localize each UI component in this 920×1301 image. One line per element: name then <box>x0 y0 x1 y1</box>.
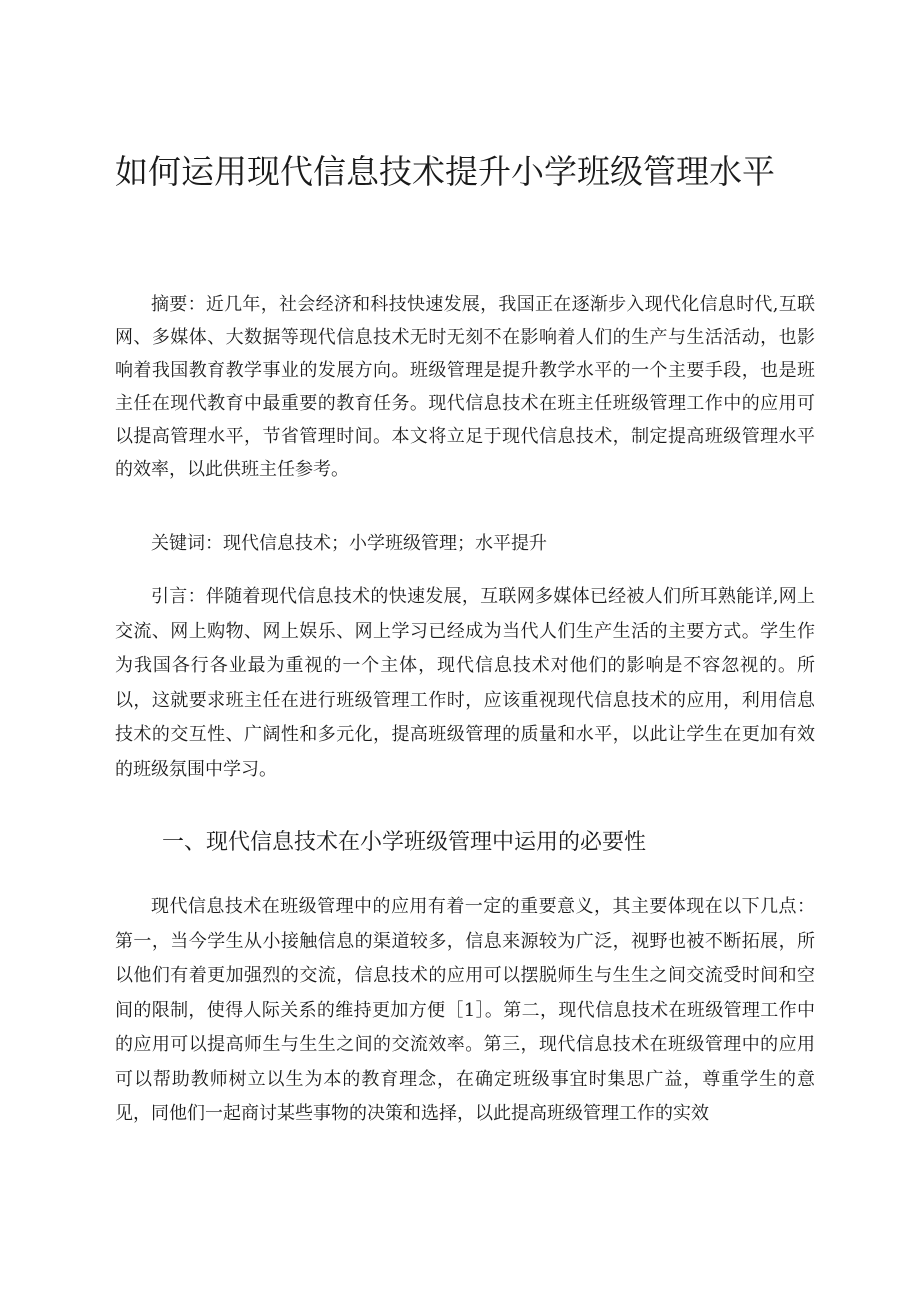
section-1-body: 现代信息技术在班级管理中的应用有着一定的重要意义，其主要体现在以下几点：第一，当今学生从小接触信息的渠道较多，信息来源较为广泛，视野也被不断拓展，所以他们有着更加强烈的交流，信息技术的应用可以摆脱师生与生生之间交流受时间和空间的限制，使得人际关系的维持更加方便［1］。第二，现代信息技术在班级管理工作中的应用可以提高师生与生生之间的交流效率。第三，现代信息技术在班级管理中的应用可以帮助教师树立以生为本的教育理念，在确定班级事宜时集思广益，尊重学生的意见，同他们一起商讨某些事物的决策和选择，以此提高班级管理工作的实效 <box>115 896 815 1124</box>
abstract-paragraph: 摘要：近几年，社会经济和科技快速发展，我国正在逐渐步入现代化信息时代,互联网、多媒体、大数据等现代信息技术无时无刻不在影响着人们的生产与生活活动，也影响着我国教育教学事业的发展方向。班级管理是提升教学水平的一个主要手段，也是班主任在现代教育中最重要的教育任务。现代信息技术在班主任班级管理工作中的应用可以提高管理水平，节省管理时间。本文将立足于现代信息技术，制定提高班级管理水平的效率，以此供班主任参考。 <box>115 294 815 480</box>
section-1-heading: 一、现代信息技术在小学班级管理中运用的必要性 <box>162 830 647 855</box>
keywords-line: 关键词：现代信息技术；小学班级管理；水平提升 <box>151 533 547 554</box>
document-title: 如何运用现代信息技术提升小学班级管理水平 <box>115 152 775 191</box>
introduction-paragraph: 引言：伴随着现代信息技术的快速发展，互联网多媒体已经被人们所耳熟能详,网上交流、网上购物、网上娱乐、网上学习已经成为当代人们生产生活的主要方式。学生作为我国各行各业最为重视的一个主体，现代信息技术对他们的影响是不容忽视的。所以，这就要求班主任在进行班级管理工作时，应该重视现代信息技术的应用，利用信息技术的交互性、广阔性和多元化，提高班级管理的质量和水平，以此让学生在更加有效的班级氛围中学习。 <box>115 586 815 780</box>
